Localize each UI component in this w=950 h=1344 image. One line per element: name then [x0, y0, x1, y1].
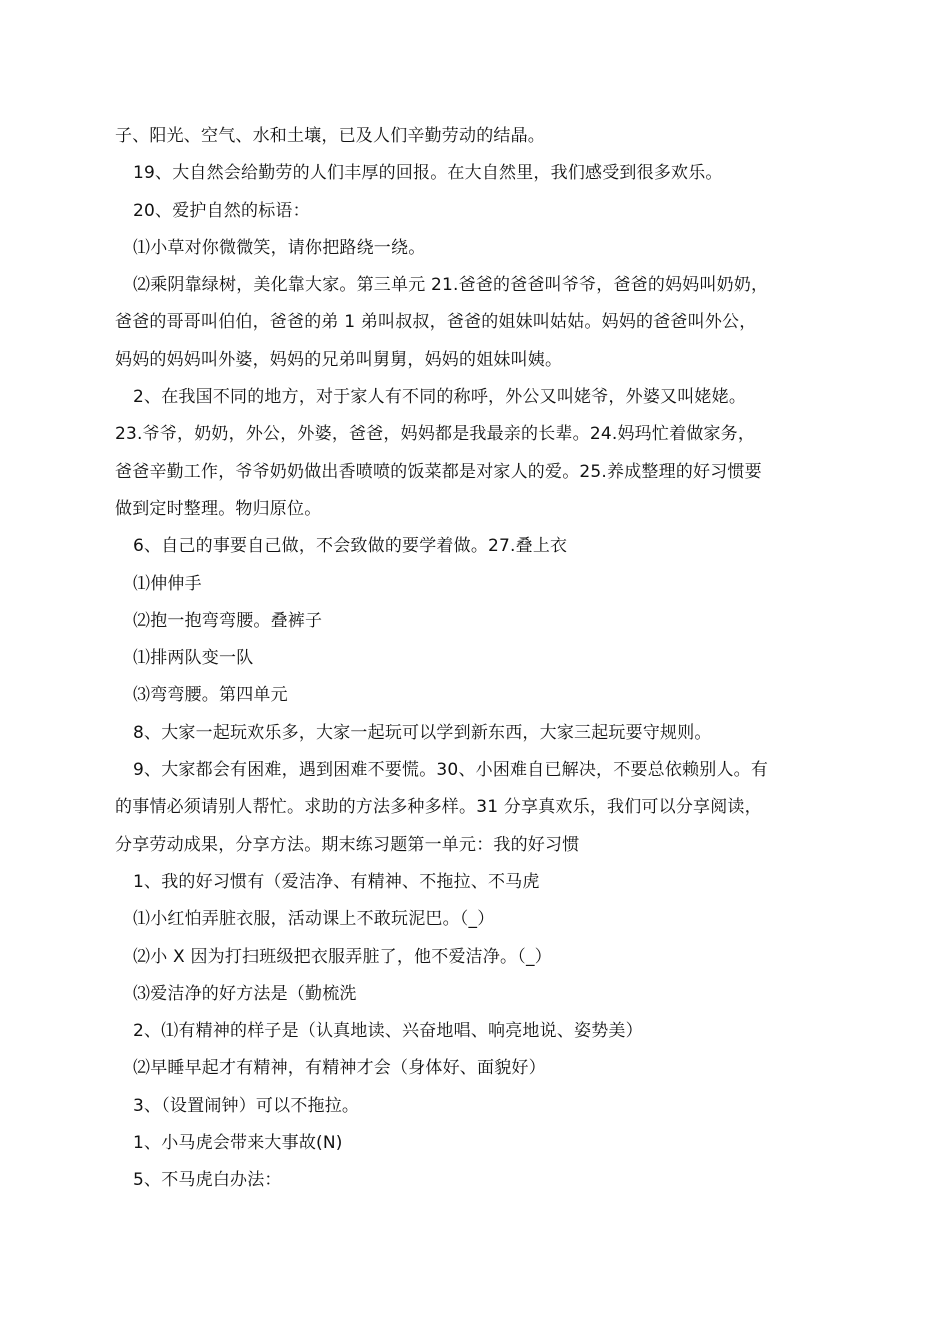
text-line: ⑴小草对你微微笑，请你把路绕一绕。 — [133, 237, 426, 258]
text-line: 做到定时整理。物归原位。 — [115, 498, 322, 519]
text-line: 分享劳动成果，分享方法。期末练习题第一单元：我的好习惯 — [115, 834, 580, 855]
text-line: ⑵乘阴靠绿树，美化靠大家。第三单元 21.爸爸的爸爸叫爷爷，爸爸的妈妈叫奶奶， — [133, 275, 769, 296]
text-line: 子、阳光、空气、水和土壤，已及人们辛勤劳动的结晶。 — [115, 126, 545, 146]
text-line: 2、⑴有精神的样子是（认真地读、兴奋地唱、响亮地说、姿势美） — [133, 1021, 643, 1042]
text-line: ⑴伸伸手 — [133, 573, 202, 594]
text-line: 19、大自然会给勤劳的人们丰厚的回报。在大自然里，我们感受到很多欢乐。 — [133, 163, 723, 184]
text-line: ⑵早睡早起才有精神，有精神才会（身体好、面貌好） — [133, 1058, 546, 1079]
text-line: 6、自己的事要自己做，不会致做的要学着做。27.叠上衣 — [133, 536, 568, 557]
text-line: ⑵抱一抱弯弯腰。叠裤子 — [133, 610, 323, 631]
text-line: 1、小马虎会带来大事故(N) — [133, 1133, 343, 1154]
text-line: 20、爱护自然的标语： — [133, 200, 310, 221]
text-line: 1、我的好习惯有（爱洁净、有精神、不拖拉、不马虎 — [133, 871, 540, 892]
text-line: 爸爸的哥哥叫伯伯，爸爸的弟 1 弟叫叔叔，爸爸的姐妹叫姑姑。妈妈的爸爸叫外公， — [115, 312, 757, 333]
text-line: 2、在我国不同的地方，对于家人有不同的称呼，外公又叫姥爷，外婆又叫姥姥。 — [133, 387, 747, 408]
text-line: 妈妈的妈妈叫外婆，妈妈的兄弟叫舅舅，妈妈的姐妹叫姨。 — [115, 349, 563, 370]
text-line: 5、不马虎白办法： — [133, 1170, 282, 1191]
text-line: 爸爸辛勤工作，爷爷奶奶做出香喷喷的饭菜都是对家人的爱。25.养成整理的好习惯要 — [115, 461, 762, 482]
text-line: ⑶爱洁净的好方法是（勤梳洗 — [133, 983, 357, 1004]
text-line: 3、（设置闹钟）可以不拖拉。 — [133, 1095, 360, 1116]
text-line: 9、大家都会有困难，遇到困难不要慌。30、小困难自已解决，不要总依赖别人。有 — [133, 760, 769, 781]
text-line: ⑵小 X 因为打扫班级把衣服弄脏了，他不爱洁净。（_） — [133, 946, 552, 967]
text-line: ⑴小红怕弄脏衣服，活动课上不敢玩泥巴。（_） — [133, 909, 495, 930]
text-line: ⑶弯弯腰。第四单元 — [133, 685, 288, 706]
document-body — [115, 118, 850, 1200]
text-line: 8、大家一起玩欢乐多，大家一起玩可以学到新东西，大家三起玩要守规则。 — [133, 722, 712, 743]
text-line: 23.爷爷，奶奶，外公，外婆，爸爸，妈妈都是我最亲的长辈。24.妈玛忙着做家务， — [115, 424, 756, 445]
text-line: ⑴排两队变一队 — [133, 648, 254, 669]
text-line: 的事情必须请别人帮忙。求助的方法多种多样。31 分享真欢乐，我们可以分享阅读， — [115, 797, 762, 818]
